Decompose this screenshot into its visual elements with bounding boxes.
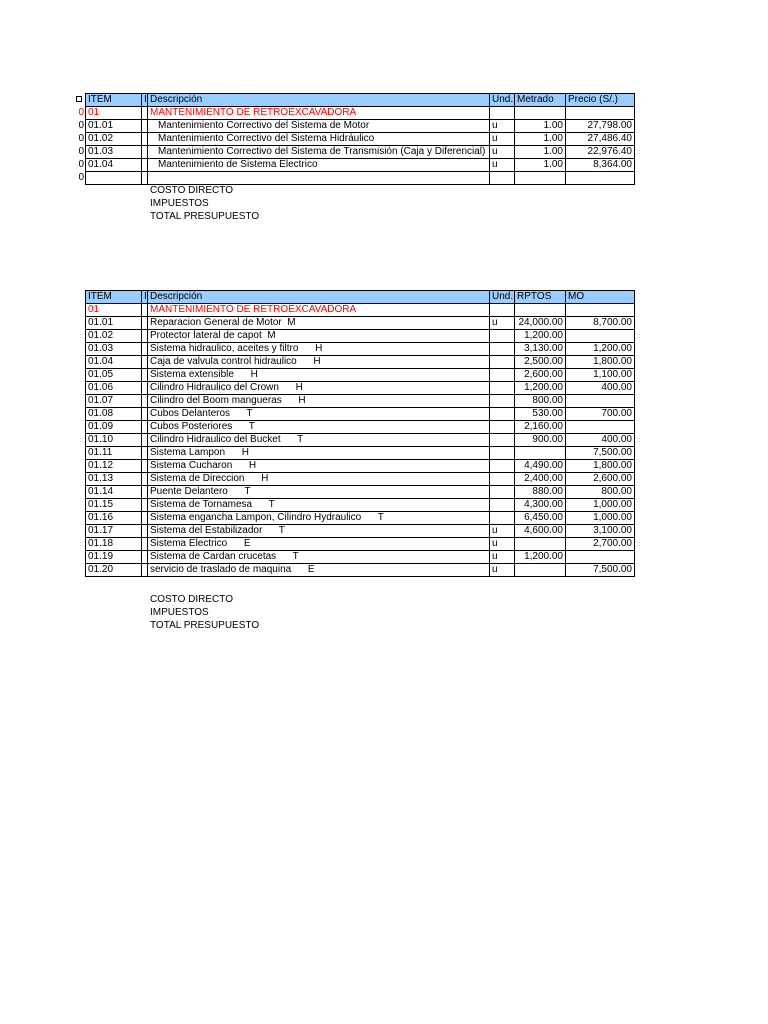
table-row (86, 499, 635, 512)
cell-item: 01.12 (86, 460, 142, 473)
impuestos-label: IMPUESTOS (150, 198, 209, 209)
header-descripcion: Descripción (148, 94, 490, 107)
table-row (86, 408, 635, 421)
cell-item: 01.10 (86, 434, 142, 447)
cell-und: u (490, 133, 515, 146)
cell-mo (566, 551, 635, 564)
table-row (86, 447, 635, 460)
table-row (86, 564, 635, 577)
section-description: MANTENIMIENTO DE RETROEXCAVADORA (148, 304, 490, 317)
cell-rptos: 2,400.00 (515, 473, 566, 486)
cell-description: Sistema hidraulico, aceites y filtro H (148, 343, 490, 356)
square-marker-icon (76, 96, 82, 102)
cell-mo (566, 395, 635, 408)
header-descripcion: Descripción (148, 291, 490, 304)
cell-mo: 1,800.00 (566, 356, 635, 369)
cell-precio: 27,798.00 (566, 120, 635, 133)
cell-rptos: 2,600.00 (515, 369, 566, 382)
marker-row: 0 (78, 159, 84, 170)
cell-description: Mantenimiento Correctivo del Sistema de Motor (148, 120, 490, 133)
cell-rptos: 880.00 (515, 486, 566, 499)
impuestos-label: IMPUESTOS (150, 607, 209, 618)
cell-description: Cilindro Hidraulico del Crown H (148, 382, 490, 395)
table-row (86, 512, 635, 525)
marker-row: 0 (78, 133, 84, 144)
cell-item: 01.02 (86, 330, 142, 343)
cell-und (490, 447, 515, 460)
cell-und: u (490, 146, 515, 159)
cell-item: 01.17 (86, 525, 142, 538)
cell-rptos: 1,200.00 (515, 551, 566, 564)
table-row (86, 356, 635, 369)
cell-und (490, 460, 515, 473)
marker-row: 0 (78, 146, 84, 157)
cell-und: u (490, 159, 515, 172)
cell-rptos (515, 538, 566, 551)
cell-item: 01.18 (86, 538, 142, 551)
marker-row: 0 (78, 172, 84, 183)
section-description: MANTENIMIENTO DE RETROEXCAVADORA (148, 107, 490, 120)
cell-description: Protector lateral de capot M (148, 330, 490, 343)
cell-description: Mantenimiento de Sistema Electrico (148, 159, 490, 172)
cell-und (490, 499, 515, 512)
cell-mo: 2,600.00 (566, 473, 635, 486)
cell-mo (566, 330, 635, 343)
row-markers (64, 93, 84, 184)
cell-rptos: 1,200.00 (515, 382, 566, 395)
header-metrado: Metrado (515, 94, 566, 107)
cell-description: Sistema del Estabilizador T (148, 525, 490, 538)
table-header-row (86, 291, 635, 304)
cell-rptos: 1,200.00 (515, 330, 566, 343)
table-row (86, 434, 635, 447)
cell-item: 01.01 (86, 120, 142, 133)
costo-directo-label: COSTO DIRECTO (150, 594, 233, 605)
total-presupuesto-label: TOTAL PRESUPUESTO (150, 620, 260, 631)
cell-mo: 8,700.00 (566, 317, 635, 330)
cell-description: Caja de valvula control hidraulico H (148, 356, 490, 369)
cell-item: 01.04 (86, 159, 142, 172)
cell-rptos: 2,500.00 (515, 356, 566, 369)
header-und: Und. (490, 94, 515, 107)
empty-row (86, 172, 635, 185)
cell-item: 01.04 (86, 356, 142, 369)
cell-rptos: 530.00 (515, 408, 566, 421)
cell-precio: 27,486.40 (566, 133, 635, 146)
cell-description: Mantenimiento Correctivo del Sistema Hidráulico (148, 133, 490, 146)
cell-description: servicio de traslado de maquina E (148, 564, 490, 577)
costo-directo-label: COSTO DIRECTO (150, 185, 233, 196)
cell-item: 01.16 (86, 512, 142, 525)
section-row (86, 304, 635, 317)
table-row (86, 317, 635, 330)
cell-rptos: 4,490.00 (515, 460, 566, 473)
table-row (86, 369, 635, 382)
header-precio: Precio (S/.) (566, 94, 635, 107)
cell-item: 01.02 (86, 133, 142, 146)
cell-description: Sistema Lampon H (148, 447, 490, 460)
cell-item: 01.07 (86, 395, 142, 408)
cell-metrado: 1.00 (515, 159, 566, 172)
summary-block-2 (150, 593, 259, 632)
cell-rptos: 4,600.00 (515, 525, 566, 538)
header-rptos: RPTOS (515, 291, 566, 304)
cell-metrado: 1.00 (515, 133, 566, 146)
cell-und (490, 330, 515, 343)
cell-item: 01.06 (86, 382, 142, 395)
table-row (86, 330, 635, 343)
table-row (86, 159, 635, 172)
cell-und: u (490, 525, 515, 538)
cell-description: Sistema de Tornamesa T (148, 499, 490, 512)
cell-rptos: 6,450.00 (515, 512, 566, 525)
cell-rptos: 3,130.00 (515, 343, 566, 356)
cell-und: u (490, 564, 515, 577)
cell-rptos (515, 447, 566, 460)
cell-und (490, 421, 515, 434)
marker-row: 0 (78, 120, 84, 131)
cell-und: u (490, 538, 515, 551)
cell-item: 01.03 (86, 343, 142, 356)
cell-mo: 700.00 (566, 408, 635, 421)
header-item: ITEM (86, 291, 142, 304)
cell-mo (566, 421, 635, 434)
cell-rptos: 4,300.00 (515, 499, 566, 512)
table-row (86, 382, 635, 395)
cell-description: Mantenimiento Correctivo del Sistema de Transmisión (Caja y Diferencial) (148, 146, 490, 159)
cell-description: Puente Delantero T (148, 486, 490, 499)
cell-und (490, 356, 515, 369)
cell-rptos (515, 564, 566, 577)
cell-rptos: 24,000.00 (515, 317, 566, 330)
cell-mo: 400.00 (566, 434, 635, 447)
header-i: I (142, 94, 148, 107)
cell-mo: 1,000.00 (566, 512, 635, 525)
summary-block-1 (150, 184, 259, 223)
cell-item: 01.13 (86, 473, 142, 486)
cell-mo: 7,500.00 (566, 447, 635, 460)
cell-mo: 1,200.00 (566, 343, 635, 356)
cell-description: Reparacion General de Motor M (148, 317, 490, 330)
cell-mo: 1,100.00 (566, 369, 635, 382)
cell-und: u (490, 551, 515, 564)
cell-item: 01.08 (86, 408, 142, 421)
header-mo: MO (566, 291, 635, 304)
section-row (86, 107, 635, 120)
cell-item: 01.20 (86, 564, 142, 577)
cell-und (490, 434, 515, 447)
cell-item: 01.11 (86, 447, 142, 460)
cell-und (490, 512, 515, 525)
marker-row (64, 93, 84, 106)
cell-metrado: 1.00 (515, 120, 566, 133)
cell-und (490, 395, 515, 408)
table-row (86, 551, 635, 564)
cell-und (490, 369, 515, 382)
budget-table-precio (85, 93, 635, 185)
cell-description: Sistema de Cardan crucetas T (148, 551, 490, 564)
cell-description: Sistema de Direccion H (148, 473, 490, 486)
cell-precio: 8,364.00 (566, 159, 635, 172)
cell-und (490, 486, 515, 499)
cell-description: Sistema extensible H (148, 369, 490, 382)
header-item: ITEM (86, 94, 142, 107)
table-row (86, 146, 635, 159)
cell-description: Cilindro del Boom mangueras H (148, 395, 490, 408)
cell-description: Sistema Electrico E (148, 538, 490, 551)
cell-mo: 1,800.00 (566, 460, 635, 473)
table-row (86, 120, 635, 133)
cell-mo: 7,500.00 (566, 564, 635, 577)
table-row (86, 538, 635, 551)
header-und: Und. (490, 291, 515, 304)
header-i: I (142, 291, 148, 304)
section-item: 01 (86, 304, 142, 317)
table-row (86, 343, 635, 356)
cell-mo: 1,000.00 (566, 499, 635, 512)
cell-item: 01.09 (86, 421, 142, 434)
cell-und (490, 343, 515, 356)
table-header-row (86, 94, 635, 107)
cell-und: u (490, 120, 515, 133)
cell-item: 01.15 (86, 499, 142, 512)
cell-und: u (490, 317, 515, 330)
cell-description: Cubos Posteriores T (148, 421, 490, 434)
cell-precio: 22,976.40 (566, 146, 635, 159)
table-row (86, 460, 635, 473)
cell-mo: 2,700.00 (566, 538, 635, 551)
table-row (86, 486, 635, 499)
table-row (86, 133, 635, 146)
cell-und (490, 408, 515, 421)
cell-description: Sistema engancha Lampon, Cilindro Hydraulico T (148, 512, 490, 525)
cell-item: 01.01 (86, 317, 142, 330)
budget-table-rptos-mo (85, 290, 635, 577)
cell-mo: 800.00 (566, 486, 635, 499)
cell-rptos: 2,160.00 (515, 421, 566, 434)
cell-rptos: 900.00 (515, 434, 566, 447)
table-row (86, 525, 635, 538)
table-row (86, 421, 635, 434)
cell-item: 01.05 (86, 369, 142, 382)
cell-description: Cubos Delanteros T (148, 408, 490, 421)
section-item: 01 (86, 107, 142, 120)
cell-description: Cilindro Hidraulico del Bucket T (148, 434, 490, 447)
marker-row: 0 (78, 107, 84, 118)
cell-item: 01.19 (86, 551, 142, 564)
cell-mo: 400.00 (566, 382, 635, 395)
cell-und (490, 382, 515, 395)
cell-mo: 3,100.00 (566, 525, 635, 538)
total-presupuesto-label: TOTAL PRESUPUESTO (150, 211, 260, 222)
table-row (86, 395, 635, 408)
cell-metrado: 1.00 (515, 146, 566, 159)
cell-und (490, 473, 515, 486)
table-row (86, 473, 635, 486)
cell-item: 01.14 (86, 486, 142, 499)
cell-rptos: 800.00 (515, 395, 566, 408)
cell-description: Sistema Cucharon H (148, 460, 490, 473)
cell-item: 01.03 (86, 146, 142, 159)
